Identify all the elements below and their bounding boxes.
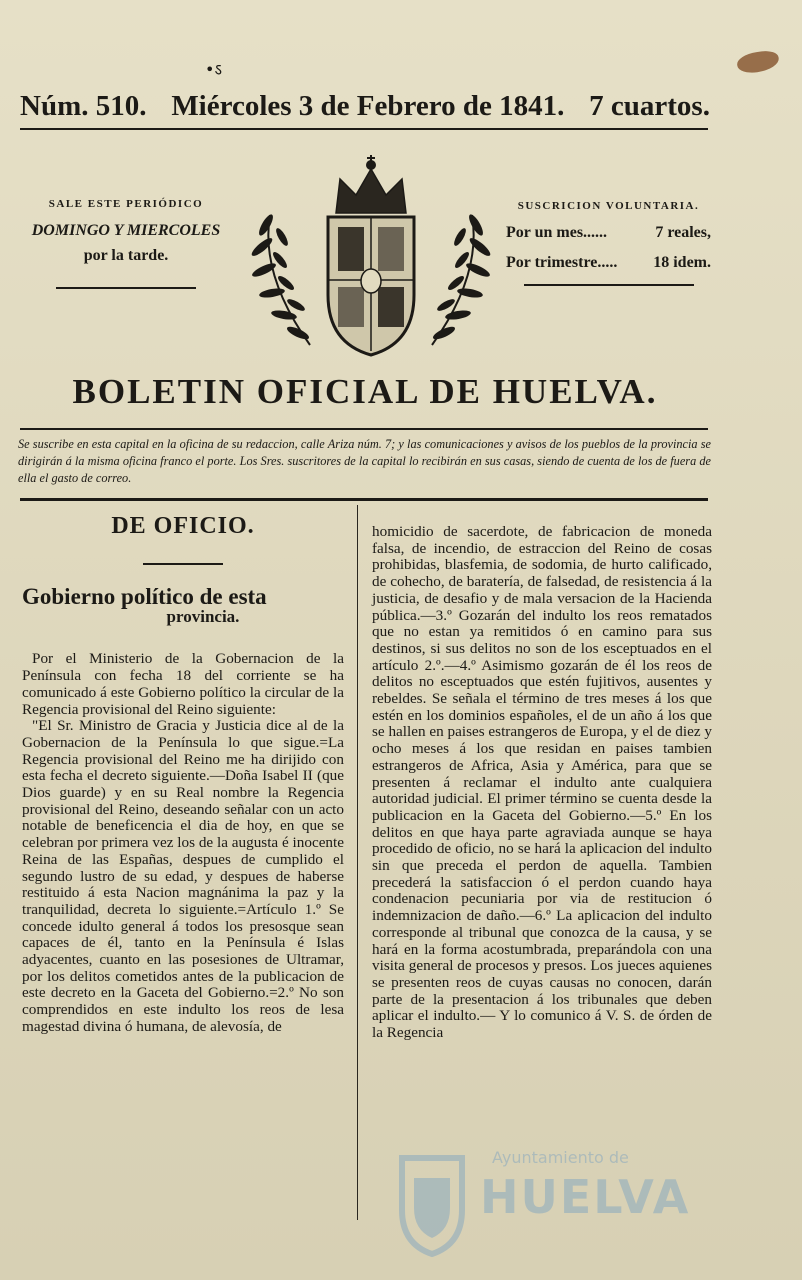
month-label: Por un mes...... xyxy=(506,224,608,241)
issue-price: 7 cuartos. xyxy=(589,90,710,122)
article-subheading: provincia. xyxy=(166,606,240,626)
schedule-time: por la tarde. xyxy=(83,247,169,264)
price-row-quarter xyxy=(506,254,711,272)
schedule-days: DOMINGO Y MIERCOLES xyxy=(31,222,221,239)
ink-stain xyxy=(736,49,780,75)
quarter-value: 18 idem. xyxy=(653,254,711,271)
watermark-small-text: Ayuntamiento de xyxy=(492,1148,629,1167)
article-heading: Gobierno político de esta xyxy=(22,583,267,609)
month-value: 7 reales, xyxy=(655,224,711,241)
printer-mark: •ऽ xyxy=(205,60,222,79)
subscription-heading: SUSCRICION VOLUNTARIA. xyxy=(517,200,700,212)
issue-number: Núm. 510. xyxy=(20,90,147,122)
column-divider xyxy=(357,505,358,1220)
city-shield-icon xyxy=(396,1148,468,1258)
quarter-label: Por trimestre..... xyxy=(506,254,618,271)
price-row-month xyxy=(506,224,711,242)
schedule-line: SALE ESTE PERIÓDICO xyxy=(48,198,204,210)
paragraph: Por el Ministerio de la Gobernacion de la Península con fecha 18 del corriente se ha comunicado á este Gobierno político la circular de la Regencia provisional del Reino siguiente: xyxy=(22,650,344,718)
royal-coat-of-arms-icon xyxy=(240,155,502,365)
price-rule xyxy=(524,284,694,286)
watermark-big-text: HUELVA xyxy=(480,1170,691,1224)
subscription-price-box xyxy=(506,200,711,286)
subscription-note: Se suscribe en esta capital en la oficina de su redaccion, calle Ariza núm. 7; y las comunicaciones y avisos de los pueblos de la provincia se dirigirán á la misma oficina franco el porte. Los Sres. suscritores de la capital lo recibirán en sus casas, siendo de cuenta de los de fuera de ella el gasto de correo. xyxy=(18,437,711,485)
section-heading: DE OFICIO. xyxy=(111,513,255,539)
newspaper-title: BOLETIN OFICIAL DE HUELVA. xyxy=(72,372,658,411)
schedule-rule xyxy=(56,287,196,289)
masthead-rule xyxy=(20,128,708,130)
paragraph: homicidio de sacerdote, de fabricacion de moneda falsa, de incendio, de estraccion del Reino de cosas prohibidas, blasfemia, de sodomia, de hurto calificado, de cohecho, de baratería, de falsedad, de resistencia á la justicia, de desafio y de mala versacion de la Hacienda pública.—3.º Gozarán del indulto los reos rematados que no estan ya remitidos ó en camino para sus destinos, si sus delitos no son de los esceptuados en el artículo 2.º.—4.º Asimismo gozarán de él los reos de delitos no esceptuados que estén fujitivos, ausentes y rebeldes. Se señala el término de tres meses á los que estén en los dominios españoles, el de un año á los que se hallen en paises estrangeros de Europa, y el de diez y ocho meses á los que residan en paises tambien estrangeros de Africa, Asia y América, para que se presenten á reclamar el indulto ante cualquiera autoridad judicial. El primer término se cuenta desde la publicacion en la Gaceta del Gobierno.—5.º En los delitos en que haya parte agraviada aunque se haya procedido de oficio, no se hará la aplicacion del indulto sin que preceda el perdon de aquella. Tambien precederá la satisfaccion ó el perdon cuando haya condenacion pecuniaria por via de restitucion ó indemnizacion de daño.—6.º La aplicacion del indulto corresponde al tribunal que conozca de la causa, y se hará en la forma acostumbrada, preparándola con una visita general de procesos y presos. Los jueces aquienes se presenten reos de cuyas causas no conocen, darán parte de la presentacion á los tribunales que deben aplicar el indulto.— Y lo comunico á V. S. de órden de la Regencia xyxy=(372,523,712,1042)
section-rule xyxy=(143,563,223,565)
masthead xyxy=(20,90,710,126)
right-column xyxy=(372,524,712,1042)
header-bottom-rule xyxy=(20,498,708,501)
title-rule xyxy=(20,428,708,430)
issue-date: Miércoles 3 de Febrero de 1841. xyxy=(171,90,565,122)
paragraph: "El Sr. Ministro de Gracia y Justicia dice al de la Gobernacion de la Península lo que sigue.=La Regencia provisional del Reino me ha dirijido con esta fecha el decreto siguiente.—Doña Isabel II (que Dios guarde) y en su Real nombre la Regencia provisional del Reino, deseando señalar con un acto notable de beneficencia el dia de hoy, en que se celebran por primera vez los de la augusta é inocente Reina de las Españas, despues de cumplido el segundo lustro de su edad, y despues de haberse restituido á esta Nacion magnánima la paz y la tranquilidad, decreta lo siguiente.=Artículo 1.º Se concede idulto general á todos los presosque sean capaces de él, tanto en la Península é Islas adyacentes, cuanto en las posesiones de Ultramar, por los delitos cometidos antes de la publicacion de este decreto en la Gaceta del Gobierno.=2.º No son comprendidos en este indulto los reos de lesa magestad divina ó humana, de alevosía, de xyxy=(22,717,344,1035)
publication-schedule-box xyxy=(15,198,237,289)
left-column xyxy=(22,513,344,1036)
archive-watermark xyxy=(396,1138,726,1268)
